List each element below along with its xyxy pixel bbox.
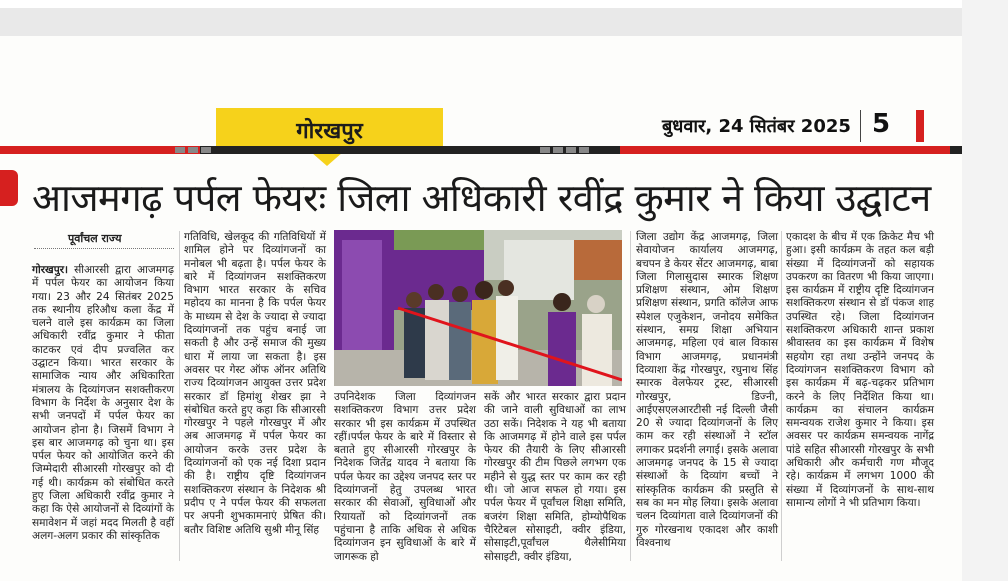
dateline: गोरखपुर। <box>32 264 69 276</box>
article-column-5: जिला उद्योग केंद्र आजमगढ़, जिला सेवायोजन कार्यालय आजमगढ़, बचपन डे केयर सेंटर आजमगढ़, बाबा जिला गिलासुदास स्मारक शिक्षण प्रशिक्षण संस्थान, ओम शिक्षण प्रशिक्षण संस्थान, प्रगति कॉलेज आफ स्पेशल एजुकेशन, जनोदय समेकित संस्थान, समग्र शिक्षा अभियान आजमगढ़, महिला एवं बाल विकास विभाग आजमगढ़, प्रधानमंत्री दिव्याशा केंद्र गोरखपुर, रघुनाथ सिंह स्मारक वेलफेयर ट्रस्ट, सीआरसी गोरखपुर, डिज्नी, आईएसएलआरटीसी नई दिल्ली जैसी 20 से ज्यादा दिव्यांगजनों के लिए काम कर रही संस्थाओं ने स्टॉल लगाकर प्रदर्शनी लगाई। इसके अलावा आजमगढ़ जनपद के 15 से ज्यादा संस्थाओं के दिव्यांग बच्चों ने सांस्कृतिक कार्यक्रम की प्रस्तुति से सब का मन मोह लिया। इसके अलावा चलन दिव्यांगता वाले दिव्यांगजनों की गुरु गोरखनाथ एकादश और काशी विश्वनाथ <box>636 231 778 549</box>
column-1-text: सीआरसी द्वारा आजमगढ़ में पर्पल फेयर का आयोजन किया गया। 23 और 24 सितंबर 2025 तक स्थानीय हरिऔध कला केंद्र में चलने वाले इस कार्यक्रम का जिला अधिकारी रवींद्र कुमार ने फीता काटकर एवं दीप प्रज्वलित कर उद्घाटन किया। भारत सरकार के सामाजिक न्याय और अधिकारिता मंत्रालय के दिव्यांगजन सशक्तीकरण विभाग के निर्देश के अनुसार देश के सभी जनपदों में पर्पल फेयर का आयोजन होना है। जिसमें विभाग ने इस बार आजमगढ़ को चुना था। इस पर्पल फेयर को आयोजित करने की जिम्मेदारी सीआरसी गोरखपुर को दी गई थी। कार्यक्रम को संबोधित करते हुए जिला अधिकारी रवींद्र कुमार ने कहा कि ऐसे आयोजनों से दिव्यांगों के समावेशन में जहां मदद मिलती है वहीं अलग-अलग प्रकार की सांस्कृतिक <box>32 264 174 542</box>
byline-rule <box>34 248 174 249</box>
page-marker <box>916 110 924 142</box>
masthead-strip-red-left <box>0 146 200 154</box>
window-top-bar <box>0 0 1008 8</box>
strip-dots-left <box>175 147 211 153</box>
article-column-6: एकादश के बीच में एक क्रिकेट मैच भी हुआ। इसी कार्यक्रम के तहत कल बड़ी संख्या में दिव्यांगजनों को सहायक उपकरण का वितरण भी किया जाएगा। इस कार्यक्रम में राष्ट्रीय दृष्टि दिव्यांगजन सशक्तिकरण संस्थान से डॉ पंकज शाह उपस्थित रहे। जिला दिव्यांगजन सशक्तिकरण अधिकारी शान्त प्रकाश श्रीवास्तव का इस कार्यक्रम में विशेष सहयोग रहा तथा उन्होंने जनपद के दिव्यांगजन सशक्तिकरण विभाग को इस कार्यक्रम में बढ़-चढ़कर प्रतिभाग करने के लिए निर्देशित किया था। कार्यक्रम का संचालन कार्यक्रम समन्वयक राजेश कुमार ने किया। इस अवसर पर कार्यक्रम समन्वयक नागेंद्र पांडे सहित सीआरसी गोरखपुर के सभी अधिकारी और कर्मचारी गण मौजूद रहे। कार्यक्रम में लगभग 1000 की संख्या में दिव्यांगजनों के साथ-साथ सामान्य लोगों ने भी प्रतिभाग किया। <box>786 231 934 509</box>
masthead-strip-red-right <box>620 146 950 154</box>
article-column-1 <box>32 264 174 543</box>
headline-marker <box>0 170 18 206</box>
issue-date: बुधवार, 24 सितंबर 2025 <box>662 116 851 137</box>
byline: पूर्वांचल राज्य <box>68 232 122 245</box>
masthead-divider <box>860 110 861 142</box>
page-number: 5 <box>872 109 891 139</box>
article-column-3: उपनिदेशक जिला दिव्यांगजन सशक्तिकरण विभाग उत्तर प्रदेश सरकार भी इस कार्यक्रम में उपस्थित रहीं।पर्पल फेयर के बारे में विस्तार से बताते हुए सीआरसी गोरखपुर के निदेशक जितेंद्र यादव ने बताया कि पर्पल फेयर का उद्देश्य जनपद स्तर पर दिव्यांगजनों हेतु उपलब्ध भारत सरकार की सेवाओं, सुविधाओं और रियायतों को दिव्यांगजनों तक पहुंचाना है ताकि अधिक से अधिक दिव्यांगजन इन सुविधाओं के बारे में जागरूक हो <box>334 391 476 563</box>
section-label: गोरखपुर <box>296 119 363 144</box>
column-rule <box>179 231 180 561</box>
viewer-margin <box>962 0 1008 581</box>
event-photo <box>334 230 622 386</box>
column-rule <box>630 231 631 561</box>
inauguration-photo <box>334 230 622 386</box>
article-column-4: सकें और भारत सरकार द्वारा प्रदान की जाने वाली सुविधाओं का लाभ उठा सकें। निदेशक ने यह भी बताया कि आजमगढ़ में होने वाले इस पर्पल फेयर की तैयारी के लिए सीआरसी गोरखपुर की टीम पिछले लगभग एक महीने से युद्ध स्तर पर काम कर रही थी। जो आज सफल हो गया। इस पर्पल फेयर में पूर्वांचल शिक्षा समिति, बजरंग शिक्षा समिति, होम्योपैथिक चैरिटेबल सोसाइटी, क्वीर इंडिया, सोसाइटी,पूर्वांचल थैलेसीमिया सोसाइटी, क्वीर इंडिया, <box>484 391 626 563</box>
strip-dots-right <box>540 147 589 153</box>
newspaper-page <box>0 36 962 581</box>
column-rule <box>781 231 782 561</box>
article-column-2: गतिविधि, खेलकूद की गतिविधियों में शामिल होने पर दिव्यांगजनों का मनोबल भी बढ़ता है। पर्पल फेयर के बारे में दिव्यांगजन सशक्तिकरण विभाग भारत सरकार के सचिव महोदय का मानना है कि पर्पल फेयर के माध्यम से देश के ज्यादा से ज्यादा दिव्यांगजनों तक पहुंच बनाई जा सकती है और उन्हें समाज की मुख्य धारा में लाया जा सकता है। इस अवसर पर गेस्ट ऑफ ऑनर अतिथि राज्य दिव्यांगजन आयुक्त उत्तर प्रदेश सरकार डॉ हिमांशु शेखर झा ने संबोधित करते हुए कहा कि सीआरसी गोरखपुर ने पहले गोरखपुर में और अब आजमगढ़ में पर्पल फेयर का आयोजन करके उत्तर प्रदेश के दिव्यांगजनों को एक नई दिशा प्रदान की है। राष्ट्रीय दृष्टि दिव्यांगजन सशक्तिकरण संस्थान के निदेशक श्री प्रदीप ए ने पर्पल फेयर की सफलता पर अपनी शुभकामनाएं प्रेषित की। बतौर विशिष्ट अतिथि सुश्री मीनू सिंह <box>184 231 326 536</box>
headline: आजमगढ़ पर्पल फेयरः जिला अधिकारी रवींद्र कुमार ने किया उद्घाटन <box>32 176 931 220</box>
